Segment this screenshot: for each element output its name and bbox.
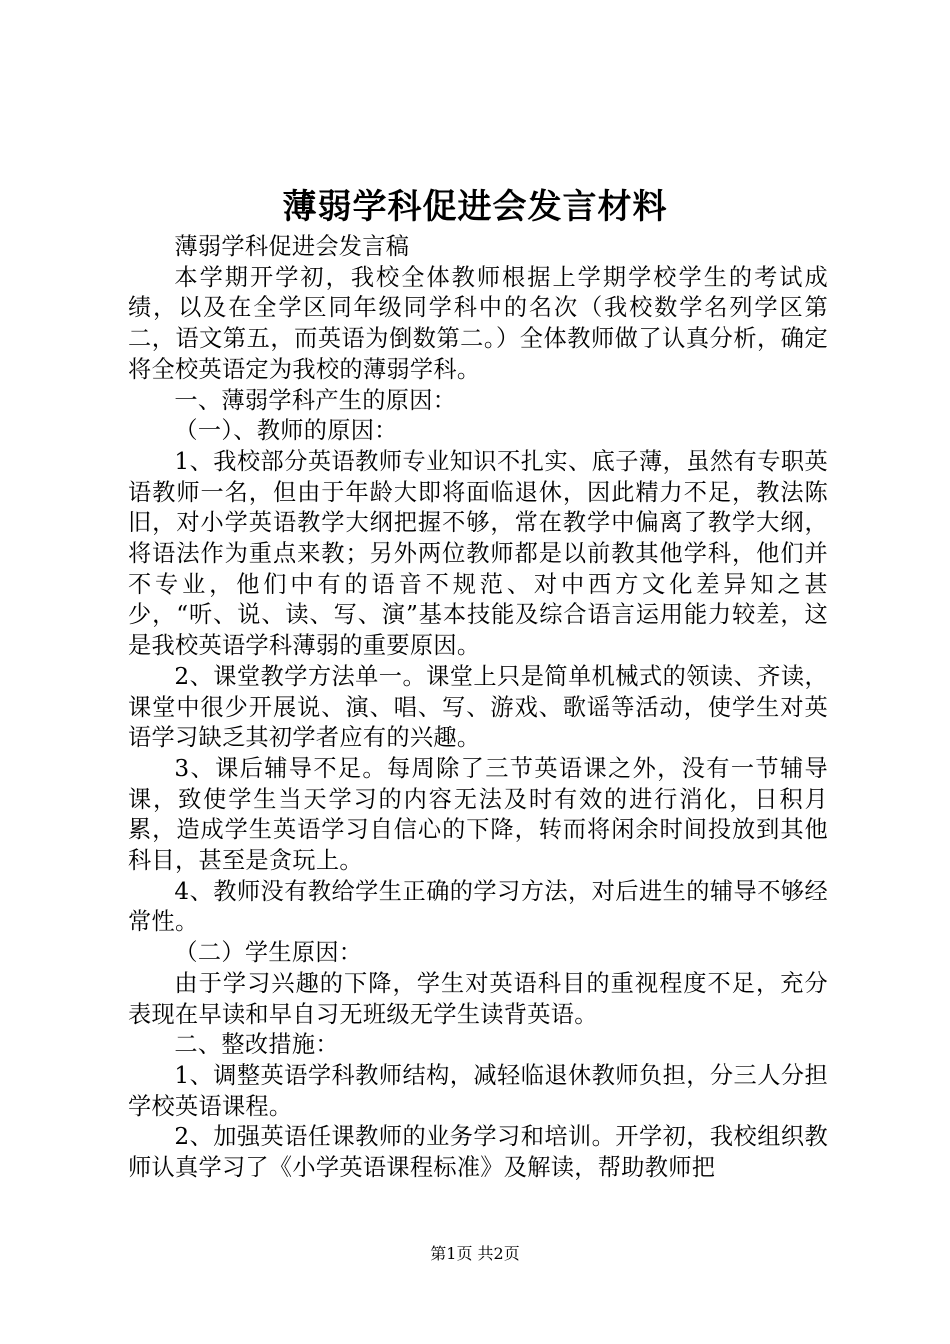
subsection-heading-teachers: （一）、教师的原因： bbox=[174, 417, 398, 445]
page-footer: 第1页 共2页 bbox=[430, 1244, 520, 1263]
paragraph-measure-1: 1、调整英语学科教师结构，减轻临退休教师负担，分三人分担学校英语课程。 bbox=[128, 1061, 828, 1120]
paragraph-teacher-cause-1: 1、我校部分英语教师专业知识不扎实、底子薄，虽然有专职英语教师一名，但由于年龄大即将面临退休，因此精力不足，教法陈旧，对小学英语教学大纲把握不够，常在教学中偏离了教学大纲，将语法作为重点来教；另外两位教师都是以前教其他学科，他们并不专业，他们中有的语音不规范、对中西方文化差异知之甚少，“听、说、读、写、演”基本技能及综合语言运用能力较差，这是我校英语学科薄弱的重要原因。 bbox=[128, 447, 828, 660]
section-heading-measures: 二、整改措施： bbox=[174, 1031, 339, 1059]
paragraph-student-cause: 由于学习兴趣的下降，学生对英语科目的重视程度不足，充分表现在早读和早自习无班级无学生读背英语。 bbox=[128, 969, 828, 1028]
document-title: 薄弱学科促进会发言材料 bbox=[282, 187, 668, 227]
document-body bbox=[128, 232, 828, 1184]
paragraph-teacher-cause-2: 2、课堂教学方法单一。课堂上只是简单机械式的领读、齐读，课堂中很少开展说、演、唱、写、游戏、歌谣等活动，使学生对英语学习缺乏其初学者应有的兴趣。 bbox=[128, 662, 828, 752]
subsection-heading-students: （二）学生原因： bbox=[174, 939, 363, 967]
paragraph-teacher-cause-3: 3、课后辅导不足。每周除了三节英语课之外，没有一节辅导课，致使学生当天学习的内容无法及时有效的进行消化，日积月累，造成学生英语学习自信心的下降，转而将闲余时间投放到其他科目，甚至是贪玩上。 bbox=[128, 754, 828, 875]
paragraph-measure-2: 2、加强英语任课教师的业务学习和培训。开学初，我校组织教师认真学习了《小学英语课程标准》及解读，帮助教师把 bbox=[128, 1123, 828, 1182]
paragraph-subtitle: 薄弱学科促进会发言稿 bbox=[174, 233, 410, 260]
paragraph-intro: 本学期开学初，我校全体教师根据上学期学校学生的考试成绩，以及在全学区同年级同学科中的名次（我校数学名列学区第二，语文第五，而英语为倒数第二。）全体教师做了认真分析，确定将全校英语定为我校的薄弱学科。 bbox=[128, 263, 828, 383]
section-heading-causes: 一、薄弱学科产生的原因： bbox=[174, 386, 457, 414]
paragraph-teacher-cause-4: 4、教师没有教给学生正确的学习方法，对后进生的辅导不够经常性。 bbox=[128, 877, 828, 936]
